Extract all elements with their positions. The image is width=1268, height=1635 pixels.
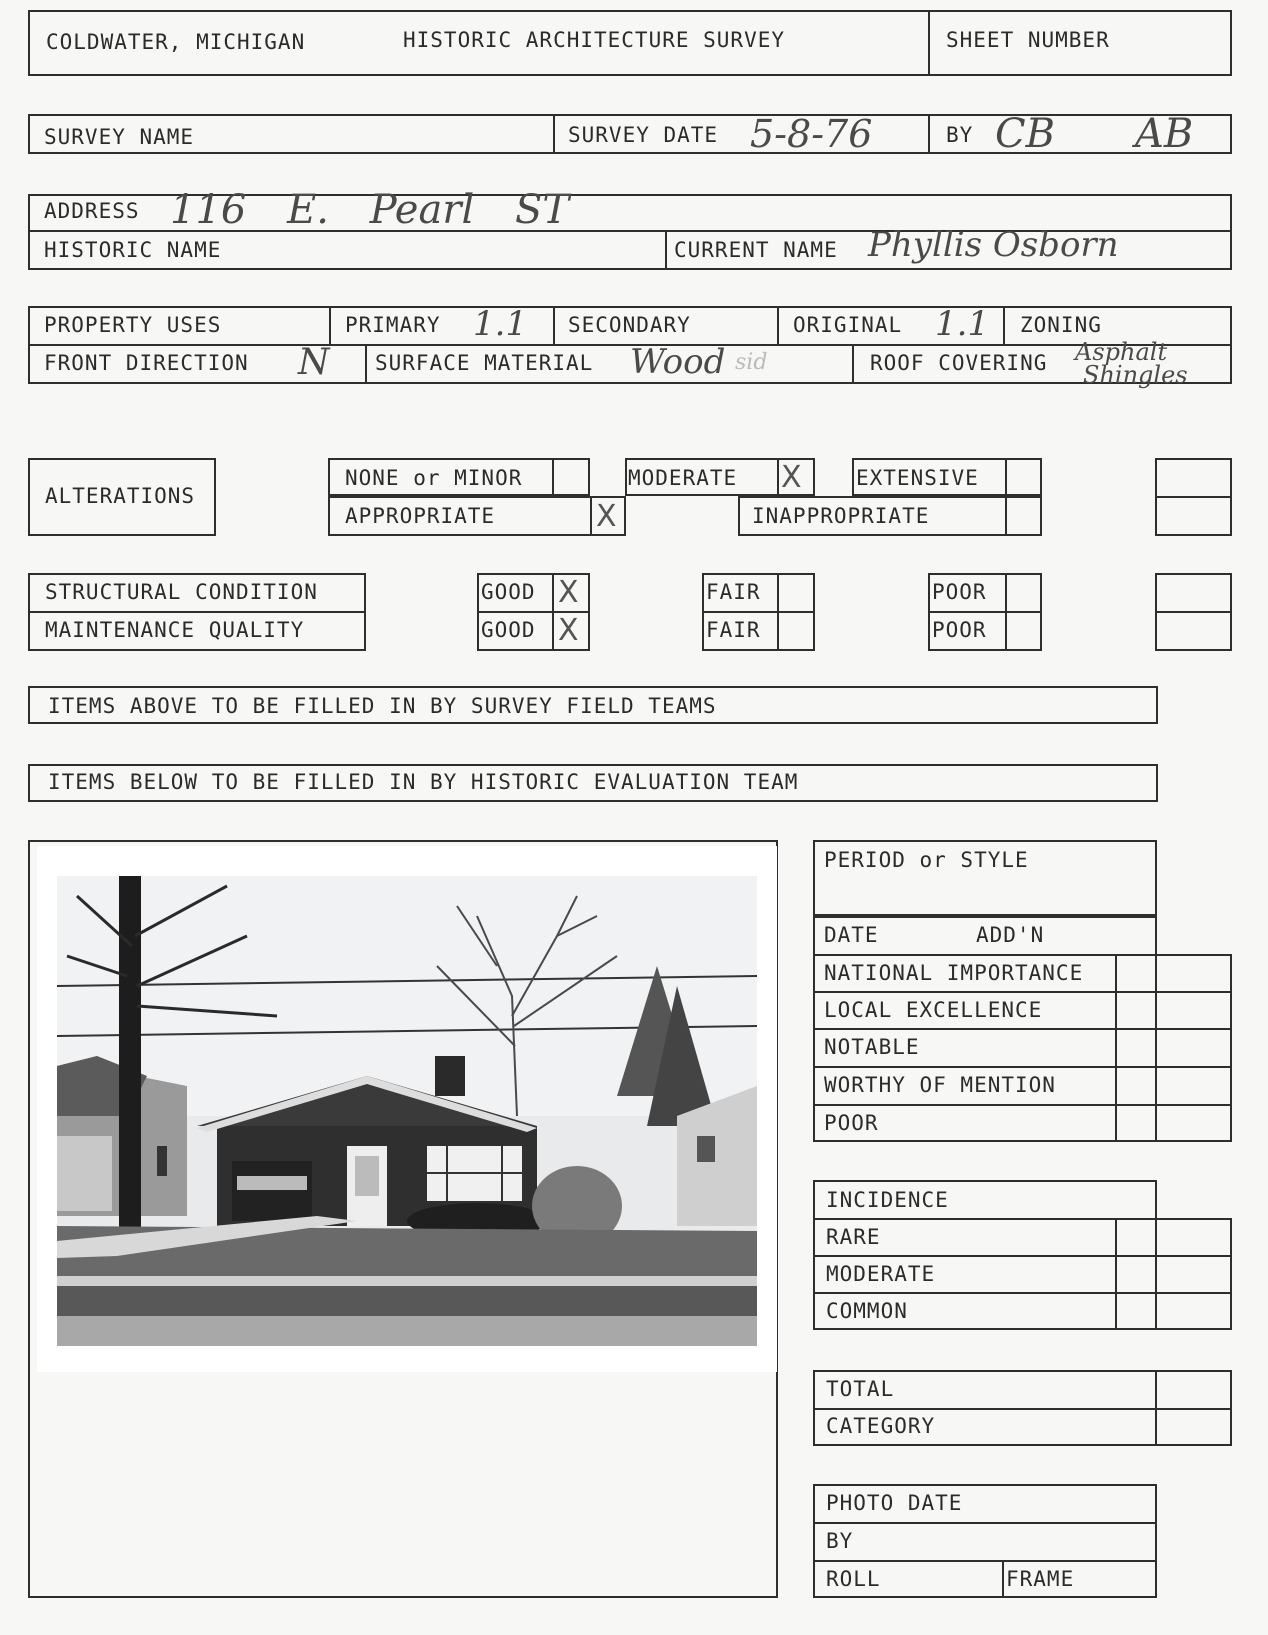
eval-div-5 xyxy=(813,1104,1232,1106)
prop-div-2 xyxy=(553,306,555,344)
eval-poor-label: POOR xyxy=(824,1111,879,1135)
date-label: DATE xyxy=(824,923,879,947)
survey-title: HISTORIC ARCHITECTURE SURVEY xyxy=(403,28,786,52)
structural-condition-label: STRUCTURAL CONDITION xyxy=(45,580,318,604)
alterations-label: ALTERATIONS xyxy=(45,484,196,508)
notable-label: NOTABLE xyxy=(824,1035,920,1059)
roof-covering-label: ROOF COVERING xyxy=(870,351,1048,375)
header-divider xyxy=(928,10,930,76)
moderate-label[interactable]: MODERATE xyxy=(628,466,738,490)
front-direction-value[interactable]: N xyxy=(298,342,330,383)
prop-div-1 xyxy=(329,306,331,344)
rare-label: RARE xyxy=(826,1225,881,1249)
inappropriate-label[interactable]: INAPPROPRIATE xyxy=(752,504,930,528)
total-score-div xyxy=(1155,1370,1157,1446)
survey-date-value[interactable]: 5-8-76 xyxy=(750,112,873,156)
current-name-divider xyxy=(665,230,667,270)
original-value[interactable]: 1.1 xyxy=(935,304,990,344)
eval-div-3 xyxy=(813,1028,1232,1030)
none-minor-label[interactable]: NONE or MINOR xyxy=(345,466,523,490)
poor-check-div xyxy=(1005,573,1007,651)
structural-good-mark[interactable]: X xyxy=(558,575,579,610)
appropriate-label[interactable]: APPROPRIATE xyxy=(345,504,496,528)
addn-label: ADD'N xyxy=(976,923,1045,947)
address-label: ADDRESS xyxy=(44,199,140,223)
appropriate-check-div xyxy=(590,496,592,536)
house-photo-image xyxy=(57,876,757,1346)
zoning-label: ZONING xyxy=(1020,313,1102,337)
fair-check-div xyxy=(777,573,779,651)
alterations-score-div xyxy=(1155,496,1232,498)
secondary-label: SECONDARY xyxy=(568,313,691,337)
roof-covering-value-2[interactable]: Shingles xyxy=(1083,361,1188,389)
condition-score-div xyxy=(1155,611,1232,613)
period-style-label: PERIOD or STYLE xyxy=(824,848,1029,872)
items-below-note: ITEMS BELOW TO BE FILLED IN BY HISTORIC EVALUATION TEAM xyxy=(48,770,799,794)
structural-poor-label[interactable]: POOR xyxy=(932,580,987,604)
common-label: COMMON xyxy=(826,1299,908,1323)
prop-div-5 xyxy=(365,344,367,384)
moderate-check-mark[interactable]: X xyxy=(781,460,802,495)
maintenance-quality-label: MAINTENANCE QUALITY xyxy=(45,618,305,642)
address-value[interactable]: 116 E. Pearl ST xyxy=(170,187,570,233)
national-importance-label: NATIONAL IMPORTANCE xyxy=(824,961,1084,985)
inc-div-1 xyxy=(813,1218,1232,1220)
property-uses-label: PROPERTY USES xyxy=(44,313,222,337)
roll-label: ROLL xyxy=(826,1567,881,1591)
historic-name-label: HISTORIC NAME xyxy=(44,238,222,262)
evaluation-score-col xyxy=(1115,954,1232,1142)
current-name-label: CURRENT NAME xyxy=(674,238,838,262)
structural-good-label[interactable]: GOOD xyxy=(481,580,536,604)
appropriate-check-mark[interactable]: X xyxy=(596,499,617,534)
maintenance-good-label[interactable]: GOOD xyxy=(481,618,536,642)
photo-div-1 xyxy=(813,1522,1157,1524)
eval-div-1 xyxy=(813,954,1232,956)
survey-divider-2 xyxy=(928,114,930,154)
worthy-of-mention-label: WORTHY OF MENTION xyxy=(824,1073,1056,1097)
incidence-label: INCIDENCE xyxy=(826,1188,949,1212)
current-name-value[interactable]: Phyllis Osborn xyxy=(868,225,1119,265)
moderate-check-div xyxy=(777,458,779,496)
sheet-number-label: SHEET NUMBER xyxy=(946,28,1110,52)
primary-value[interactable]: 1.1 xyxy=(473,304,528,344)
category-label: CATEGORY xyxy=(826,1414,936,1438)
prop-div-4 xyxy=(1003,306,1005,344)
extensive-label[interactable]: EXTENSIVE xyxy=(856,466,979,490)
structural-fair-label[interactable]: FAIR xyxy=(706,580,761,604)
inc-div-3 xyxy=(813,1292,1232,1294)
good-check-div xyxy=(552,573,554,651)
items-above-note: ITEMS ABOVE TO BE FILLED IN BY SURVEY FIELD TEAMS xyxy=(48,694,717,718)
eval-div-4 xyxy=(813,1066,1232,1068)
total-div xyxy=(813,1408,1232,1410)
frame-label: FRAME xyxy=(1006,1567,1075,1591)
front-direction-label: FRONT DIRECTION xyxy=(44,351,249,375)
survey-divider-1 xyxy=(553,114,555,154)
incidence-score-col xyxy=(1115,1218,1232,1330)
original-label: ORIGINAL xyxy=(793,313,903,337)
eval-div-2 xyxy=(813,991,1232,993)
photo-by-label: BY xyxy=(826,1529,854,1553)
prop-div-3 xyxy=(777,306,779,344)
incidence-moderate-label: MODERATE xyxy=(826,1262,936,1286)
roof-covering-value-1[interactable]: Asphalt xyxy=(1075,338,1168,366)
prop-div-6 xyxy=(852,344,854,384)
inc-div-2 xyxy=(813,1255,1232,1257)
photo-div-2 xyxy=(813,1560,1157,1562)
by-label: BY xyxy=(946,123,974,147)
survey-name-label: SURVEY NAME xyxy=(44,125,195,149)
extensive-check-div xyxy=(1005,458,1007,496)
survey-date-label: SURVEY DATE xyxy=(568,123,719,147)
total-label: TOTAL xyxy=(826,1377,895,1401)
maintenance-fair-label[interactable]: FAIR xyxy=(706,618,761,642)
surface-material-label: SURFACE MATERIAL xyxy=(375,351,594,375)
none-minor-check-div xyxy=(552,458,554,496)
maintenance-good-mark[interactable]: X xyxy=(558,613,579,648)
roll-frame-div xyxy=(1002,1560,1004,1598)
surface-material-extra: sid xyxy=(735,350,768,375)
city-label: COLDWATER, MICHIGAN xyxy=(46,30,306,54)
primary-label: PRIMARY xyxy=(345,313,441,337)
by-value-1[interactable]: CB xyxy=(995,111,1055,157)
photo-date-label: PHOTO DATE xyxy=(826,1491,963,1515)
maintenance-poor-label[interactable]: POOR xyxy=(932,618,987,642)
house-photo xyxy=(37,846,777,1372)
by-value-2[interactable]: AB xyxy=(1135,111,1194,157)
surface-material-value[interactable]: Wood xyxy=(630,342,726,382)
condition-label-div xyxy=(28,611,366,613)
fair-div xyxy=(702,611,815,613)
local-excellence-label: LOCAL EXCELLENCE xyxy=(824,998,1043,1022)
inappropriate-check-div xyxy=(1005,496,1007,536)
poor-div xyxy=(928,611,1042,613)
